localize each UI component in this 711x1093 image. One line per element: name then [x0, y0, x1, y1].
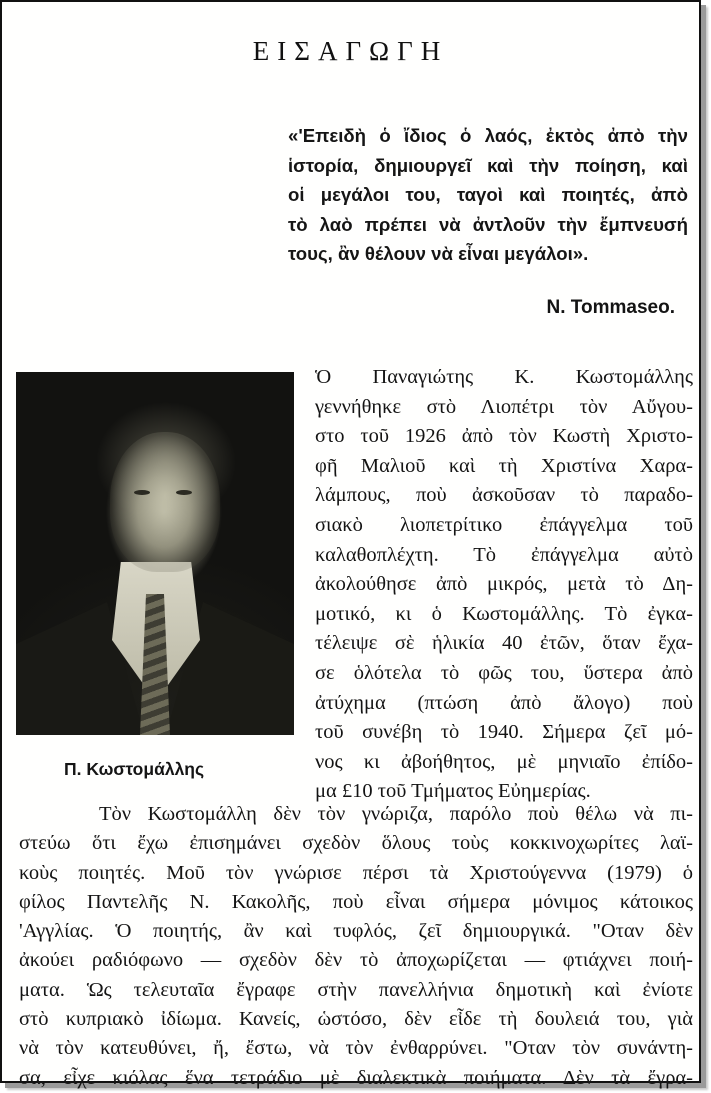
photo-face	[110, 432, 220, 572]
bio-line: στο τοῦ 1926 ἀπὸ τὸν Κωστὴ Χριστο-	[315, 425, 693, 448]
bio-line: μα £10 τοῦ Τμήματος Εὐημερίας.	[315, 780, 591, 803]
bio-line: ἀκολούθησε ἀπὸ μικρός, μετὰ τὸ Δη-	[315, 573, 693, 596]
epigraph-quote	[288, 121, 688, 269]
body-line: σα, εἶχε κιόλας ἕνα τετράδιο μὲ διαλεκτικὰ ποιήματα. Δὲν τὰ ἔγρα-	[19, 1066, 693, 1089]
epigraph-line: ἱστορία, δημιουργεῖ καὶ τὴν ποίηση, καὶ	[288, 154, 688, 176]
body-line: στεύω ὅτι ἔχω ἐπισημάνει σχεδὸν ὅλους τοὺς κοκκινοχωρίτες λαϊ-	[19, 832, 693, 855]
body-line: Τὸν Κωστομάλλη δὲν τὸν γνώριζα, παρόλο ποὺ θέλω νὰ πι-	[99, 803, 693, 825]
body-line: κοὺς ποιητές. Μοῦ τὸν γνώρισε πέρσι τὰ Χριστούγεννα (1979) ὁ	[19, 861, 693, 884]
bio-line: τοῦ συνέβη τὸ 1940. Σήμερα ζεῖ μό-	[315, 721, 693, 744]
body-line: στὸ κυπριακὸ ἰδίωμα. Κανείς, ὡστόσο, δὲν εἶδε τὴ δουλειά του, γιὰ	[19, 1008, 693, 1031]
epigraph-line: τὸ λαὸ πρέπει νὰ ἀντλοῦν τὴν ἔμπνευσή	[288, 213, 688, 235]
body-line: ἀκούει ραδιόφωνο — σχεδὸν δὲν τὸ ἀποχωρίζεται — φτιάχνει ποιή-	[19, 949, 693, 972]
photo-eye-left	[134, 490, 150, 495]
page-title: ΕΙΣΑΓΩΓΗ	[252, 36, 449, 67]
photo-eye-right	[176, 490, 192, 495]
bio-line: μοτικό, κι ὁ Κωστομάλλης. Τὸ ἐγκα-	[315, 602, 693, 625]
bio-line: λάμπους, ποὺ ἀσκοῦσαν τὸ παραδο-	[315, 484, 693, 507]
bio-line: σιακὸ λιοπετρίτικο ἐπάγγελμα τοῦ	[315, 513, 693, 536]
body-line: 'Αγγλίας. Ὁ ποιητής, ἂν καὶ τυφλός, ζεῖ δημιουργικά. "Οταν δὲν	[19, 920, 693, 943]
bio-line: νος κι ἀβοήθητος, μὲ μηνιαῖο ἐπίδο-	[315, 750, 693, 773]
bio-line: Ὁ Παναγιώτης Κ. Κωστομάλλης	[315, 366, 693, 388]
portrait-photo	[16, 372, 294, 735]
bio-line: σε ὁλότελα τὸ φῶς του, ὕστερα ἀπὸ	[315, 661, 693, 684]
epigraph-line: οἱ μεγάλοι του, ταγοὶ καὶ ποιητές, ἀπὸ	[288, 184, 688, 205]
body-line: φίλος Παντελῆς Ν. Κακολῆς, ποὺ εἶναι σήμερα μόνιμος κάτοικος	[19, 890, 693, 913]
bio-line: ἀτύχημα (πτώση ἀπὸ ἄλογο) ποὺ	[315, 691, 693, 714]
bio-line: τέλειψε σὲ ἡλικία 40 ἐτῶν, ὅταν ἔχα-	[315, 632, 693, 655]
bio-line: καλαθοπλέχτη. Τὸ ἐπάγγελμα αὐτὸ	[315, 543, 693, 566]
body-line: νὰ τὸν κατευθύνει, ἤ, ἔστω, νὰ τὸν ἐνθαρρύνει. "Οταν τὸν συνάντη-	[19, 1037, 693, 1060]
main-paragraph	[19, 800, 693, 1093]
epigraph-line: «'Επειδὴ ὁ ἴδιος ὁ λαός, ἐκτὸς ἀπὸ τὴν	[288, 125, 688, 146]
photo-caption: Π. Κωστομάλλης	[64, 759, 205, 779]
body-line: ματα. Ὡς τελευταῖα ἔγραφε στὴν πανελλήνια δημοτικὴ καὶ ἐνίοτε	[19, 978, 693, 1001]
epigraph-line: τους, ἂν θέλουν νὰ εἶναι μεγάλοι».	[288, 243, 589, 264]
bio-line: φῆ Μαλιοῦ καὶ τὴ Χριστίνα Χαρα-	[315, 454, 693, 477]
bio-paragraph	[315, 363, 693, 807]
bio-line: γεννήθηκε στὸ Λιοπέτρι τὸν Αὔγου-	[315, 395, 693, 418]
epigraph-attribution: N. Tommaseo.	[546, 297, 675, 318]
